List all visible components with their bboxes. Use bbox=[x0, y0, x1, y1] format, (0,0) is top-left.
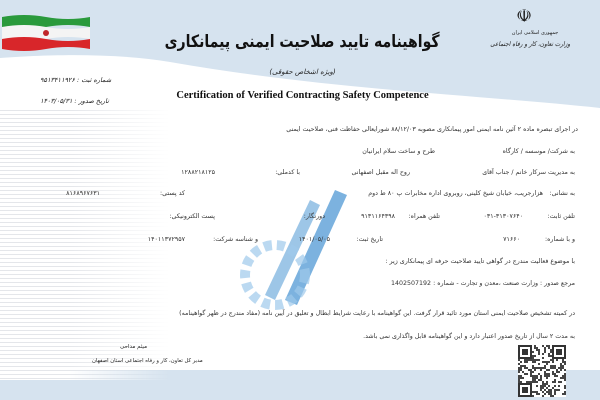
ministry-name: وزارت تعاون، کار و رفاه اجتماعی bbox=[490, 40, 571, 48]
number-label: و با شماره: bbox=[544, 236, 575, 243]
postal-code-value: ۸۱۶۸۹۶۷۶۳۱ bbox=[66, 190, 100, 197]
mobile-value: ۹۱۳۱۱۶۴۳۹۸ bbox=[361, 213, 395, 220]
english-title: Certification of Verified Contracting Safety Competence bbox=[176, 90, 429, 101]
address-value: هزارجریب، خیابان شیخ کلینی، روبروی اداره مخابرات پ ۸۰ ط دوم bbox=[368, 190, 543, 197]
signatory-position: مدیر کل تعاون، کار و رفاه اجتماعی استان اصفهان bbox=[92, 358, 203, 364]
manager-label: به مدیریت سرکار خانم / جناب آقای bbox=[482, 169, 575, 176]
iran-flag-icon bbox=[2, 15, 90, 51]
watermark-logo bbox=[215, 180, 355, 330]
validity-text: به مدت ۲ سال از تاریخ صدور اعتبار دارد و این گواهینامه قابل واگذاری نمی باشد. bbox=[363, 333, 575, 340]
intro-text: در اجرای تبصره ماده ۲ آئین نامه ایمنی امور پیمانکاری مصوبه ۸۸/۱۲/۰۳ شورایعالی حفاظت فنی، صلاحیت ایمنی bbox=[286, 126, 578, 133]
phone-value: ۰۳۱-۳۱۳۰۷۶۴۰ bbox=[483, 213, 523, 220]
company-label: به شرکت/ موسسه / کارگاه bbox=[502, 148, 575, 155]
national-id-label: با کدملی: bbox=[275, 169, 300, 176]
registration-number: شماره ثبت : ۹۵۱۳۴۱۱۹۲۶ bbox=[40, 76, 112, 84]
emblem-country: جمهوری اسلامی ایران bbox=[511, 30, 559, 36]
number-value: ۷۱۶۶۰ bbox=[503, 236, 520, 243]
qr-code bbox=[518, 345, 566, 397]
approval-text: در کمیته تشخیص صلاحیت ایمنی استان مورد تائید قرار گرفت. این گواهینامه با رعایت شرایط ابطال و تعلیق در آیین نامه (مفاد مندرج در ظهر گواهینامه) bbox=[179, 310, 575, 317]
iran-emblem-icon: ☫ bbox=[516, 6, 533, 27]
signatory-name: میثم مداحی bbox=[120, 344, 148, 350]
mobile-label: تلفن همراه: bbox=[408, 213, 440, 220]
manager-value: روح اله مقبل اصفهانی bbox=[351, 169, 410, 176]
email-label: پست الکترونیکی: bbox=[169, 213, 215, 220]
issue-date: تاریخ صدور : ۱۴۰۳/۰۵/۳۱ bbox=[40, 97, 109, 105]
page-subtitle: (ویژه اشخاص حقوقی) bbox=[269, 68, 336, 76]
company-value: طرح و ساخت سلام ایرانیان bbox=[362, 148, 435, 155]
company-id-label: و شناسه شرکت: bbox=[213, 236, 258, 243]
phone-label: تلفن ثابت: bbox=[547, 213, 575, 220]
reference-text: مرجع صدور : وزارت صنعت ،معدن و تجارت - شماره : 1402507192 bbox=[391, 280, 575, 287]
activity-text: با موضوع فعالیت مندرج در گواهی تایید صلاحیت حرفه ای پیمانکاری زیر : bbox=[385, 258, 575, 265]
page-title: گواهینامه تایید صلاحیت ایمنی پیمانکاری bbox=[165, 32, 441, 52]
registration-date-label: تاریخ ثبت: bbox=[356, 236, 383, 243]
postal-code-label: کد پستی: bbox=[160, 190, 185, 197]
registration-date-value: ۱۴۰۱/۰۵/۰۵ bbox=[298, 236, 330, 243]
decorative-lines bbox=[0, 110, 170, 380]
fax-label: دورنگار: bbox=[303, 213, 325, 220]
company-id-value: ۱۴۰۱۱۳۷۲۹۵۷ bbox=[147, 236, 185, 243]
address-label: به نشانی: bbox=[549, 190, 575, 197]
national-id-value: ۱۲۸۸۲۱۸۱۲۵ bbox=[181, 169, 215, 176]
